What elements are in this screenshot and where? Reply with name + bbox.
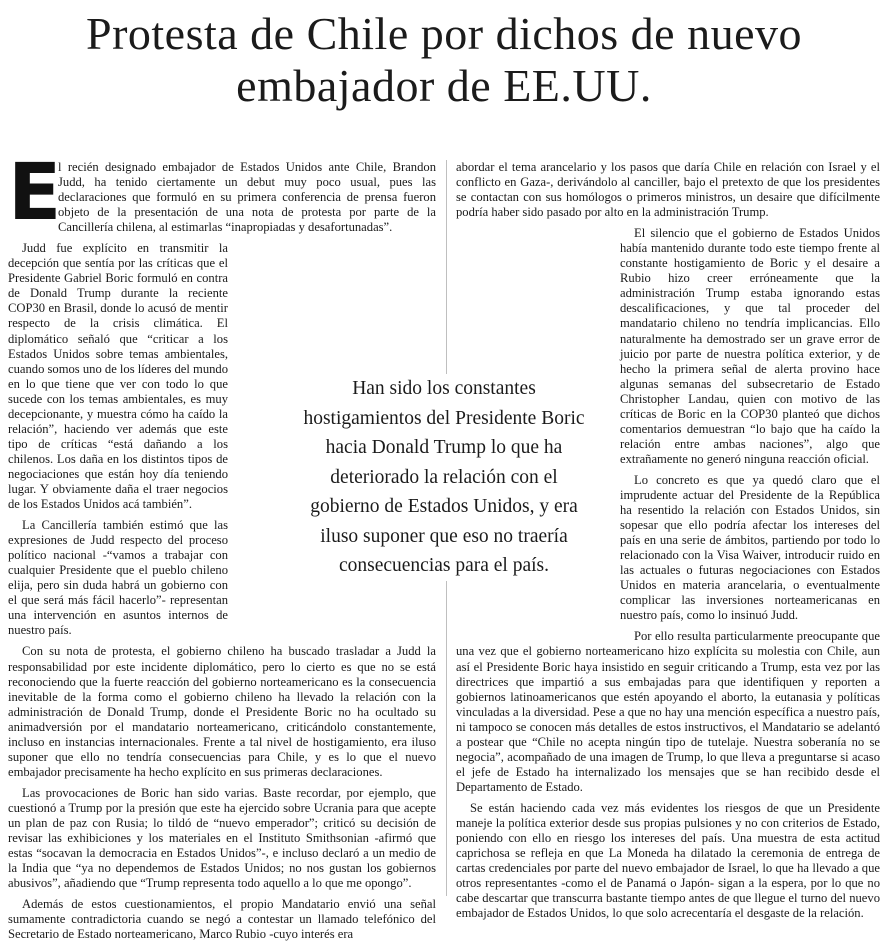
pull-quote: Han sido los constantes hostigamientos del Presidente Boric hacia Donald Trump lo que ha deteriorado la relación con el gobierno de Estados Unidos, y era iluso suponer que eso no traería consecuencias para el país. [294,374,594,581]
paragraph-2-text: Judd fue explícito en transmitir la decepción que sentía por las críticas que el Presidente Gabriel Boric formuló en contra de Donald Trump durante la reciente COP30 en Brasil, donde lo acusó de mentir respecto de la crisis climática. El diplomático señaló que “criticar a los Estados Unidos sobre temas ambientales, cuando somos uno de los líderes del mundo en lo que tiene que ver con todo lo que sucede con los temas ambientales, es muy decepcionante, y muestra cómo ha caído la relación”, haciendo ver además que este tipo de críticas “está dañando a los chilenos. Los daña en los distintos tipos de negociaciones que están hoy día teniendo lugar. Y obviamente daña el traer negocios de los Estados Unidos acá también”. [8,241,229,512]
paragraph-8-text: El silencio que el gobierno de Estados Unidos había mantenido durante todo este tiempo frente al constante hostigamiento de Boric y el desaire a Rubio hizo creer erróneamente que la administración Trump estaba ignorando estas descalificaciones, y que tal proceder del mandatario chileno no tendría implicancias. Ello naturalmente ha demostrado ser un grave error de juicio por parte de nuestra política exterior, y de hecho la primera señal de alerta provino hace algunas semanas del subsecretario de Estado Christopher Landau, quien con motivo de las críticas de Boric en la COP30 planteó que dichos comentarios demuestran “lo bajo que ha caído la relación entre ambas naciones”, algo que extrañamente no generó ninguna reacción oficial. [620,226,880,466]
paragraph-1-text: l recién designado embajador de Estados Unidos ante Chile, Brandon Judd, ha tenido ciertamente un debut muy poco usual, pues las declaraciones que formuló en su primera conferencia de prensa fueron objeto de la presentación de una nota de protesta por parte de la Cancillería chilena, al estimarlas “inapropiadas y desafortunadas”. [58,160,436,235]
paragraph-4: Con su nota de protesta, el gobierno chileno ha buscado trasladar a Judd la responsabilidad por este incidente diplomático, pero lo cierto es que no se está reconociendo que la fuerte reacción del gobierno norteamericano es la consecuencia inevitable de la forma como el gobierno chileno ha llevado la relación con la administración de Donald Trump, donde el Presidente Boric no ha ocultado su animadversión por el mandatario norteamericano, criticándolo constantemente, incluso en instancias internacionales. Frente a tal nivel de hostigamiento, era iluso suponer que ello no tendría consecuencias para Chile, y es lo que el nuevo embajador precisamente ha hecho explícito en sus primeras declaraciones. [8,644,436,779]
paragraph-7: abordar el tema arancelario y los pasos que daría Chile en relación con Israel y el conflicto en Gaza-, derivándolo al canciller, bajo el pretexto de que los presidentes se contactan con sus homólogos o primeros ministros, un desaire que difícilmente podría haber sido pasado por alto en la administración Trump. [456,160,880,220]
paragraph-3: La Cancillería también estimó que las expresiones de Judd respecto del proceso político nacional -“vamos a trabajar con cualquier Presidente que el pueblo chileno elija, pero sin duda habrá un gobierno con el que será más fácil hacerlo”- representan una intervención en asuntos internos de nuestro país. [8,518,228,638]
paragraph-10: Por ello resulta particularmente preocupante que una vez que el gobierno norteamericano hizo explícita su molestia con Chile, aun así el Presidente Boric haya insistido en seguir criticando a Trump, esta vez por las directrices que impartió a sus embajadas para que identifiquen y reporten a gobiernos latinoamericanos que estén apoyando el aborto, la eutanasia y políticas vinculadas a la diversidad. Pese a que no hay una mención específica a nuestro país, ni tampoco se conocen más detalles de estos instructivos, el Mandatario se adelantó a postear que “Chile no acepta ningún tipo de tutelaje. Nuestra soberanía no se negocia”, acompañado de una imagen de Trump, lo que lleva a preguntarse si acaso el jefe de Estado ha internalizado los mensajes que se han recibido desde el Departamento de Estado. [456,629,880,794]
drop-cap: E [8,148,62,238]
paragraph-9: Lo concreto es que ya quedó claro que el imprudente actuar del Presidente de la República ha resentido la relación con Estados Unidos, sin sopesar que ello podría afectar los intereses del país en una serie de ámbitos, partiendo por todo lo relacionado con la Visa Waiver, introducir ruido en las actuales o futuras negociaciones con Estados Unidos en materia arancelaria, o eventualmente complicar las inversiones norteamericanas en nuestro país, como lo insinuó Judd. [620,472,880,623]
headline: Protesta de Chile por dichos de nuevo embajador de EE.UU. [85,8,803,111]
paragraph-1 [8,148,436,238]
paragraph-5: Las provocaciones de Boric han sido varias. Baste recordar, por ejemplo, que cuestionó a Trump por la presión que este ha ejercido sobre Ucrania para que acepte un plan de paz con Rusia; lo tildó de “nuevo emperador”; criticó su decisión de revisar las exhibiciones y los materiales en el Instituto Smithsonian -afirmó que estas “socavan la democracia en Estados Unidos”-, e incluso declaró a un medio de la India que “ya no dependemos de Estados Unidos; no nos gustan los gobiernos abusivos”, añadiendo que “Trump representa todo aquello a lo que me opongo”. [8,785,436,891]
paragraph-11: Se están haciendo cada vez más evidentes los riesgos de que un Presidente maneje la política exterior desde sus propias pulsiones y no con criterios de Estado, poniendo con ello en riesgo los intereses del país. Una muestra de esta actitud caprichosa se refleja en que La Moneda ha dilatado la ceremonia de entrega de cartas credenciales por parte del nuevo embajador de Israel, lo que ha llevado a que otros representantes -como el de Panamá o Japón- sigan a la espera, por lo que no cabe descartar que transcurra bastante tiempo antes de que llegue el turno del nuevo embajador de Estados Unidos, lo que solo acrecentaría el desgaste de la relación. [456,800,880,921]
paragraph-6: Además de estos cuestionamientos, el propio Mandatario envió una señal sumamente contradictoria cuando se negó a contestar un llamado telefónico del Secretario de Estado norteamericano, Marco Rubio -cuyo interés era [8,897,436,942]
